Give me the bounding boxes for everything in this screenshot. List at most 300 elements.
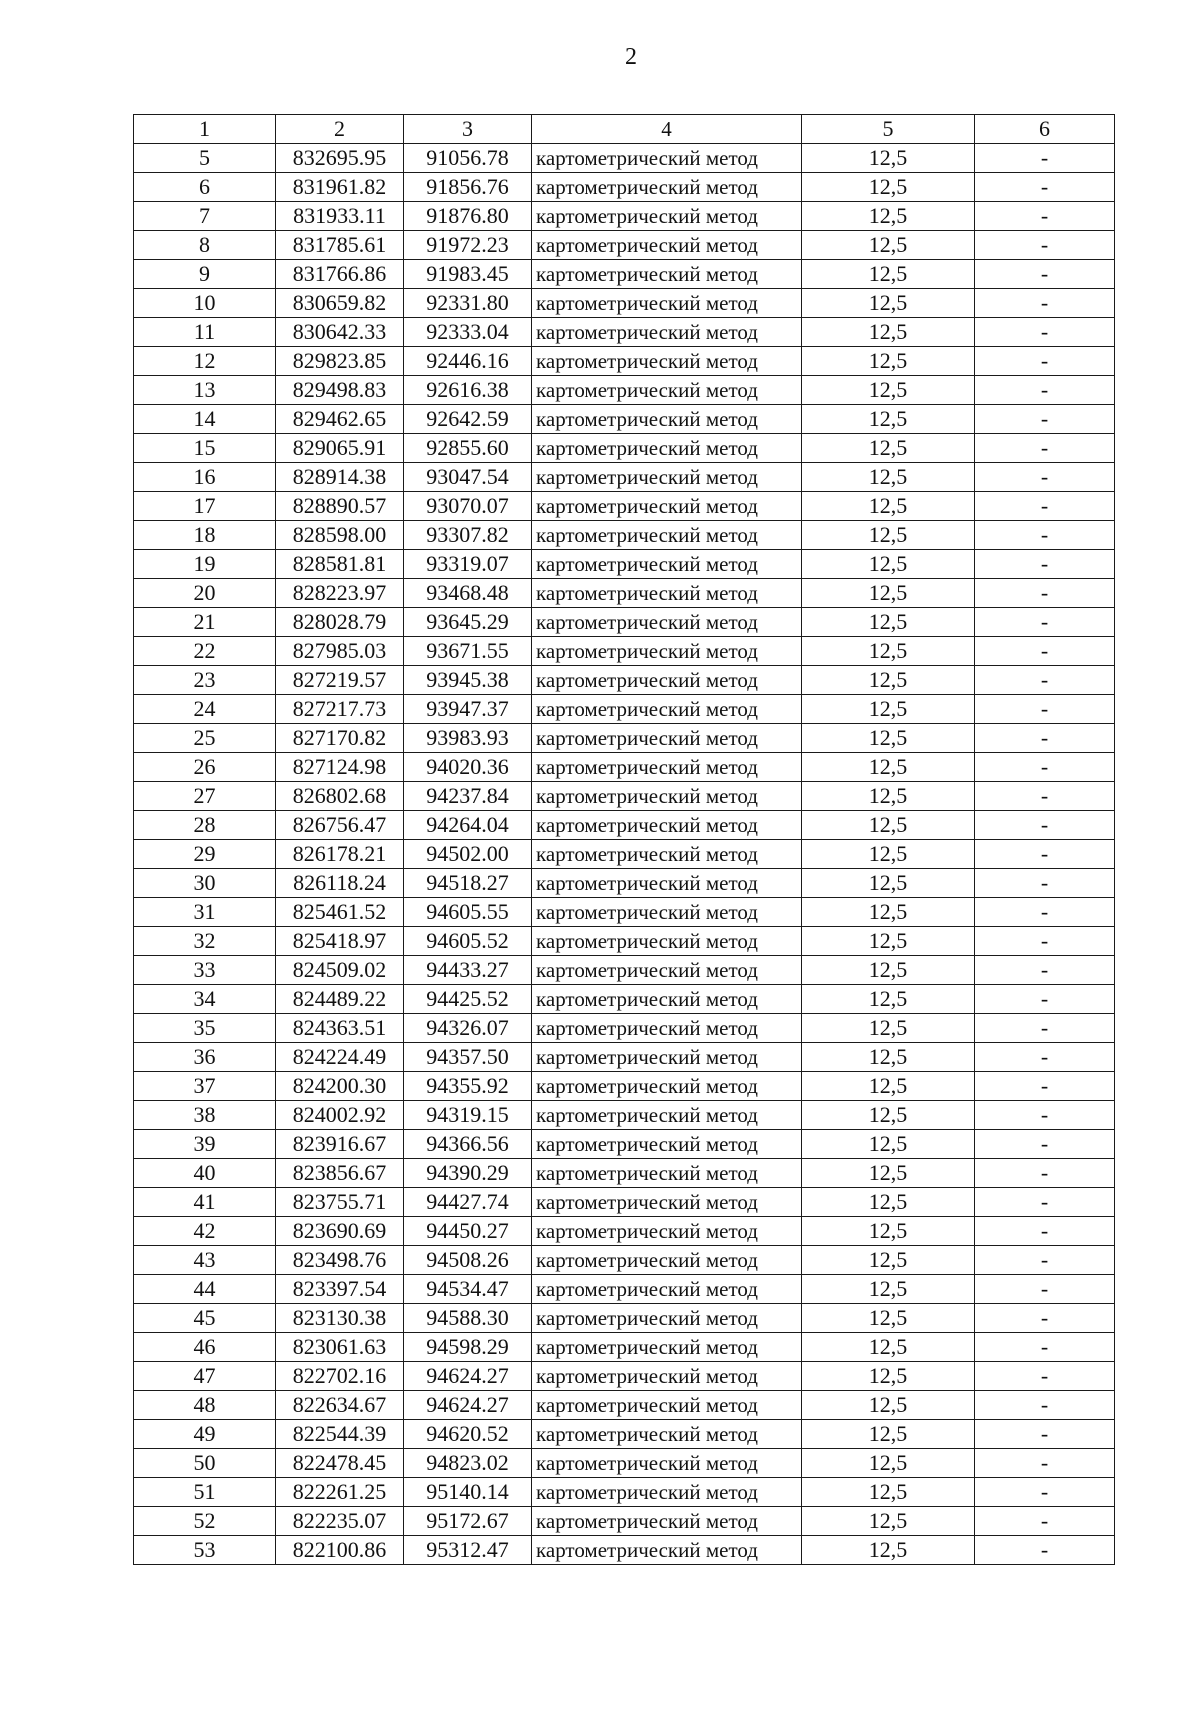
table-row [134, 492, 1115, 521]
x-coordinate-cell: 824200.30 [276, 1072, 404, 1101]
y-coordinate-cell: 93070.07 [404, 492, 532, 521]
accuracy-cell: 12,5 [802, 1043, 975, 1072]
point-number-cell: 35 [134, 1014, 276, 1043]
point-number-cell: 44 [134, 1275, 276, 1304]
method-cell: картометрический метод [532, 463, 802, 492]
method-cell: картометрический метод [532, 173, 802, 202]
accuracy-cell: 12,5 [802, 1246, 975, 1275]
point-number-cell: 12 [134, 347, 276, 376]
x-coordinate-cell: 823916.67 [276, 1130, 404, 1159]
note-cell: - [975, 1449, 1115, 1478]
method-cell: картометрический метод [532, 869, 802, 898]
table-row [134, 1101, 1115, 1130]
x-coordinate-cell: 826756.47 [276, 811, 404, 840]
note-cell: - [975, 724, 1115, 753]
y-coordinate-cell: 93671.55 [404, 637, 532, 666]
x-coordinate-cell: 826118.24 [276, 869, 404, 898]
accuracy-cell: 12,5 [802, 1391, 975, 1420]
accuracy-cell: 12,5 [802, 1159, 975, 1188]
table-row [134, 405, 1115, 434]
table-row [134, 1391, 1115, 1420]
point-number-cell: 5 [134, 144, 276, 173]
accuracy-cell: 12,5 [802, 376, 975, 405]
point-number-cell: 19 [134, 550, 276, 579]
method-cell: картометрический метод [532, 1333, 802, 1362]
table-row [134, 1130, 1115, 1159]
method-cell: картометрический метод [532, 898, 802, 927]
note-cell: - [975, 202, 1115, 231]
note-cell: - [975, 1159, 1115, 1188]
x-coordinate-cell: 829065.91 [276, 434, 404, 463]
point-number-cell: 28 [134, 811, 276, 840]
note-cell: - [975, 985, 1115, 1014]
accuracy-cell: 12,5 [802, 637, 975, 666]
accuracy-cell: 12,5 [802, 1478, 975, 1507]
accuracy-cell: 12,5 [802, 347, 975, 376]
point-number-cell: 10 [134, 289, 276, 318]
note-cell: - [975, 1420, 1115, 1449]
x-coordinate-cell: 828028.79 [276, 608, 404, 637]
x-coordinate-cell: 829498.83 [276, 376, 404, 405]
note-cell: - [975, 376, 1115, 405]
method-cell: картометрический метод [532, 1304, 802, 1333]
y-coordinate-cell: 94326.07 [404, 1014, 532, 1043]
x-coordinate-cell: 823690.69 [276, 1217, 404, 1246]
point-number-cell: 40 [134, 1159, 276, 1188]
accuracy-cell: 12,5 [802, 695, 975, 724]
method-cell: картометрический метод [532, 753, 802, 782]
y-coordinate-cell: 94823.02 [404, 1449, 532, 1478]
x-coordinate-cell: 823397.54 [276, 1275, 404, 1304]
y-coordinate-cell: 94534.47 [404, 1275, 532, 1304]
y-coordinate-cell: 94427.74 [404, 1188, 532, 1217]
accuracy-cell: 12,5 [802, 260, 975, 289]
x-coordinate-cell: 826802.68 [276, 782, 404, 811]
note-cell: - [975, 521, 1115, 550]
accuracy-cell: 12,5 [802, 550, 975, 579]
accuracy-cell: 12,5 [802, 492, 975, 521]
x-coordinate-cell: 828598.00 [276, 521, 404, 550]
method-cell: картометрический метод [532, 347, 802, 376]
x-coordinate-cell: 825461.52 [276, 898, 404, 927]
table-row [134, 608, 1115, 637]
table-row [134, 231, 1115, 260]
table-row [134, 144, 1115, 173]
x-coordinate-cell: 831961.82 [276, 173, 404, 202]
note-cell: - [975, 927, 1115, 956]
method-cell: картометрический метод [532, 985, 802, 1014]
table-row [134, 1072, 1115, 1101]
point-number-cell: 16 [134, 463, 276, 492]
point-number-cell: 38 [134, 1101, 276, 1130]
note-cell: - [975, 260, 1115, 289]
x-coordinate-cell: 826178.21 [276, 840, 404, 869]
table-row [134, 1188, 1115, 1217]
method-cell: картометрический метод [532, 608, 802, 637]
note-cell: - [975, 1217, 1115, 1246]
header-cell-5: 5 [802, 115, 975, 144]
x-coordinate-cell: 823130.38 [276, 1304, 404, 1333]
point-number-cell: 26 [134, 753, 276, 782]
method-cell: картометрический метод [532, 1159, 802, 1188]
method-cell: картометрический метод [532, 1246, 802, 1275]
accuracy-cell: 12,5 [802, 1449, 975, 1478]
table-row [134, 1333, 1115, 1362]
note-cell: - [975, 608, 1115, 637]
x-coordinate-cell: 828890.57 [276, 492, 404, 521]
point-number-cell: 22 [134, 637, 276, 666]
x-coordinate-cell: 828914.38 [276, 463, 404, 492]
y-coordinate-cell: 93047.54 [404, 463, 532, 492]
point-number-cell: 53 [134, 1536, 276, 1565]
method-cell: картометрический метод [532, 405, 802, 434]
table-row [134, 1304, 1115, 1333]
method-cell: картометрический метод [532, 1536, 802, 1565]
method-cell: картометрический метод [532, 1217, 802, 1246]
note-cell: - [975, 1043, 1115, 1072]
note-cell: - [975, 144, 1115, 173]
x-coordinate-cell: 832695.95 [276, 144, 404, 173]
x-coordinate-cell: 822261.25 [276, 1478, 404, 1507]
table-row [134, 1159, 1115, 1188]
x-coordinate-cell: 822100.86 [276, 1536, 404, 1565]
table-row [134, 521, 1115, 550]
table-row [134, 753, 1115, 782]
accuracy-cell: 12,5 [802, 1275, 975, 1304]
method-cell: картометрический метод [532, 811, 802, 840]
y-coordinate-cell: 94502.00 [404, 840, 532, 869]
point-number-cell: 30 [134, 869, 276, 898]
x-coordinate-cell: 828223.97 [276, 579, 404, 608]
point-number-cell: 51 [134, 1478, 276, 1507]
method-cell: картометрический метод [532, 318, 802, 347]
header-cell-6: 6 [975, 115, 1115, 144]
y-coordinate-cell: 92642.59 [404, 405, 532, 434]
method-cell: картометрический метод [532, 521, 802, 550]
y-coordinate-cell: 93983.93 [404, 724, 532, 753]
accuracy-cell: 12,5 [802, 1304, 975, 1333]
y-coordinate-cell: 94605.55 [404, 898, 532, 927]
accuracy-cell: 12,5 [802, 318, 975, 347]
accuracy-cell: 12,5 [802, 1101, 975, 1130]
table-row [134, 1536, 1115, 1565]
table-row [134, 1043, 1115, 1072]
x-coordinate-cell: 829823.85 [276, 347, 404, 376]
y-coordinate-cell: 92446.16 [404, 347, 532, 376]
x-coordinate-cell: 823856.67 [276, 1159, 404, 1188]
note-cell: - [975, 840, 1115, 869]
y-coordinate-cell: 93307.82 [404, 521, 532, 550]
x-coordinate-cell: 823061.63 [276, 1333, 404, 1362]
x-coordinate-cell: 824002.92 [276, 1101, 404, 1130]
table-row [134, 1507, 1115, 1536]
point-number-cell: 6 [134, 173, 276, 202]
method-cell: картометрический метод [532, 1420, 802, 1449]
accuracy-cell: 12,5 [802, 173, 975, 202]
x-coordinate-cell: 824489.22 [276, 985, 404, 1014]
x-coordinate-cell: 827219.57 [276, 666, 404, 695]
note-cell: - [975, 956, 1115, 985]
y-coordinate-cell: 94624.27 [404, 1391, 532, 1420]
accuracy-cell: 12,5 [802, 811, 975, 840]
note-cell: - [975, 231, 1115, 260]
note-cell: - [975, 898, 1115, 927]
note-cell: - [975, 1130, 1115, 1159]
x-coordinate-cell: 824509.02 [276, 956, 404, 985]
y-coordinate-cell: 92616.38 [404, 376, 532, 405]
table-row [134, 1217, 1115, 1246]
table-row [134, 1362, 1115, 1391]
x-coordinate-cell: 822544.39 [276, 1420, 404, 1449]
x-coordinate-cell: 822634.67 [276, 1391, 404, 1420]
method-cell: картометрический метод [532, 666, 802, 695]
table-row [134, 289, 1115, 318]
note-cell: - [975, 1072, 1115, 1101]
method-cell: картометрический метод [532, 376, 802, 405]
note-cell: - [975, 1188, 1115, 1217]
y-coordinate-cell: 92331.80 [404, 289, 532, 318]
accuracy-cell: 12,5 [802, 1507, 975, 1536]
y-coordinate-cell: 94237.84 [404, 782, 532, 811]
y-coordinate-cell: 94319.15 [404, 1101, 532, 1130]
header-cell-4: 4 [532, 115, 802, 144]
accuracy-cell: 12,5 [802, 724, 975, 753]
x-coordinate-cell: 829462.65 [276, 405, 404, 434]
point-number-cell: 39 [134, 1130, 276, 1159]
method-cell: картометрический метод [532, 434, 802, 463]
method-cell: картометрический метод [532, 144, 802, 173]
point-number-cell: 34 [134, 985, 276, 1014]
note-cell: - [975, 1333, 1115, 1362]
y-coordinate-cell: 93319.07 [404, 550, 532, 579]
y-coordinate-cell: 94366.56 [404, 1130, 532, 1159]
y-coordinate-cell: 94588.30 [404, 1304, 532, 1333]
table-row [134, 927, 1115, 956]
header-cell-2: 2 [276, 115, 404, 144]
point-number-cell: 18 [134, 521, 276, 550]
y-coordinate-cell: 92855.60 [404, 434, 532, 463]
note-cell: - [975, 550, 1115, 579]
accuracy-cell: 12,5 [802, 289, 975, 318]
note-cell: - [975, 753, 1115, 782]
header-cell-3: 3 [404, 115, 532, 144]
note-cell: - [975, 1275, 1115, 1304]
point-number-cell: 52 [134, 1507, 276, 1536]
method-cell: картометрический метод [532, 956, 802, 985]
note-cell: - [975, 782, 1115, 811]
y-coordinate-cell: 91972.23 [404, 231, 532, 260]
accuracy-cell: 12,5 [802, 956, 975, 985]
x-coordinate-cell: 824224.49 [276, 1043, 404, 1072]
method-cell: картометрический метод [532, 550, 802, 579]
method-cell: картометрический метод [532, 927, 802, 956]
point-number-cell: 45 [134, 1304, 276, 1333]
method-cell: картометрический метод [532, 840, 802, 869]
y-coordinate-cell: 94450.27 [404, 1217, 532, 1246]
table-row [134, 898, 1115, 927]
y-coordinate-cell: 94355.92 [404, 1072, 532, 1101]
table-row [134, 550, 1115, 579]
point-number-cell: 43 [134, 1246, 276, 1275]
point-number-cell: 8 [134, 231, 276, 260]
point-number-cell: 31 [134, 898, 276, 927]
accuracy-cell: 12,5 [802, 579, 975, 608]
table-row [134, 666, 1115, 695]
accuracy-cell: 12,5 [802, 1536, 975, 1565]
accuracy-cell: 12,5 [802, 231, 975, 260]
accuracy-cell: 12,5 [802, 1420, 975, 1449]
x-coordinate-cell: 825418.97 [276, 927, 404, 956]
point-number-cell: 27 [134, 782, 276, 811]
table-row [134, 434, 1115, 463]
point-number-cell: 24 [134, 695, 276, 724]
method-cell: картометрический метод [532, 289, 802, 318]
method-cell: картометрический метод [532, 1275, 802, 1304]
note-cell: - [975, 289, 1115, 318]
point-number-cell: 36 [134, 1043, 276, 1072]
y-coordinate-cell: 93645.29 [404, 608, 532, 637]
y-coordinate-cell: 91876.80 [404, 202, 532, 231]
coordinates-table-wrapper [133, 114, 1115, 1565]
table-row [134, 579, 1115, 608]
note-cell: - [975, 318, 1115, 347]
point-number-cell: 13 [134, 376, 276, 405]
point-number-cell: 11 [134, 318, 276, 347]
table-row [134, 202, 1115, 231]
table-row [134, 985, 1115, 1014]
x-coordinate-cell: 827217.73 [276, 695, 404, 724]
y-coordinate-cell: 92333.04 [404, 318, 532, 347]
method-cell: картометрический метод [532, 231, 802, 260]
table-row [134, 1246, 1115, 1275]
note-cell: - [975, 405, 1115, 434]
table-row [134, 1014, 1115, 1043]
y-coordinate-cell: 94620.52 [404, 1420, 532, 1449]
x-coordinate-cell: 830659.82 [276, 289, 404, 318]
x-coordinate-cell: 830642.33 [276, 318, 404, 347]
point-number-cell: 33 [134, 956, 276, 985]
accuracy-cell: 12,5 [802, 753, 975, 782]
note-cell: - [975, 173, 1115, 202]
table-row [134, 637, 1115, 666]
note-cell: - [975, 492, 1115, 521]
page-number: 2 [625, 44, 637, 70]
accuracy-cell: 12,5 [802, 1014, 975, 1043]
point-number-cell: 50 [134, 1449, 276, 1478]
y-coordinate-cell: 93945.38 [404, 666, 532, 695]
point-number-cell: 49 [134, 1420, 276, 1449]
method-cell: картометрический метод [532, 1072, 802, 1101]
note-cell: - [975, 695, 1115, 724]
x-coordinate-cell: 827124.98 [276, 753, 404, 782]
x-coordinate-cell: 827170.82 [276, 724, 404, 753]
x-coordinate-cell: 828581.81 [276, 550, 404, 579]
note-cell: - [975, 1014, 1115, 1043]
table-row [134, 695, 1115, 724]
note-cell: - [975, 811, 1115, 840]
x-coordinate-cell: 831933.11 [276, 202, 404, 231]
x-coordinate-cell: 831766.86 [276, 260, 404, 289]
note-cell: - [975, 463, 1115, 492]
y-coordinate-cell: 94433.27 [404, 956, 532, 985]
accuracy-cell: 12,5 [802, 434, 975, 463]
accuracy-cell: 12,5 [802, 1130, 975, 1159]
y-coordinate-cell: 93947.37 [404, 695, 532, 724]
method-cell: картометрический метод [532, 579, 802, 608]
accuracy-cell: 12,5 [802, 608, 975, 637]
table-body [134, 115, 1115, 1565]
y-coordinate-cell: 93468.48 [404, 579, 532, 608]
x-coordinate-cell: 824363.51 [276, 1014, 404, 1043]
y-coordinate-cell: 94605.52 [404, 927, 532, 956]
accuracy-cell: 12,5 [802, 202, 975, 231]
x-coordinate-cell: 822478.45 [276, 1449, 404, 1478]
table-row [134, 260, 1115, 289]
accuracy-cell: 12,5 [802, 1188, 975, 1217]
table-row [134, 869, 1115, 898]
method-cell: картометрический метод [532, 1014, 802, 1043]
accuracy-cell: 12,5 [802, 869, 975, 898]
point-number-cell: 25 [134, 724, 276, 753]
point-number-cell: 48 [134, 1391, 276, 1420]
point-number-cell: 37 [134, 1072, 276, 1101]
method-cell: картометрический метод [532, 695, 802, 724]
point-number-cell: 32 [134, 927, 276, 956]
accuracy-cell: 12,5 [802, 1217, 975, 1246]
point-number-cell: 20 [134, 579, 276, 608]
note-cell: - [975, 1391, 1115, 1420]
note-cell: - [975, 1101, 1115, 1130]
y-coordinate-cell: 95312.47 [404, 1536, 532, 1565]
method-cell: картометрический метод [532, 1391, 802, 1420]
table-header-row [134, 115, 1115, 144]
table-row [134, 811, 1115, 840]
y-coordinate-cell: 94518.27 [404, 869, 532, 898]
y-coordinate-cell: 94508.26 [404, 1246, 532, 1275]
note-cell: - [975, 1507, 1115, 1536]
note-cell: - [975, 1362, 1115, 1391]
method-cell: картометрический метод [532, 1478, 802, 1507]
note-cell: - [975, 637, 1115, 666]
method-cell: картометрический метод [532, 202, 802, 231]
point-number-cell: 42 [134, 1217, 276, 1246]
y-coordinate-cell: 91856.76 [404, 173, 532, 202]
table-row [134, 840, 1115, 869]
x-coordinate-cell: 823498.76 [276, 1246, 404, 1275]
y-coordinate-cell: 94020.36 [404, 753, 532, 782]
note-cell: - [975, 579, 1115, 608]
coordinates-table [133, 114, 1115, 1565]
table-row [134, 956, 1115, 985]
table-row [134, 724, 1115, 753]
accuracy-cell: 12,5 [802, 144, 975, 173]
y-coordinate-cell: 94598.29 [404, 1333, 532, 1362]
y-coordinate-cell: 94264.04 [404, 811, 532, 840]
accuracy-cell: 12,5 [802, 985, 975, 1014]
note-cell: - [975, 1478, 1115, 1507]
note-cell: - [975, 347, 1115, 376]
x-coordinate-cell: 823755.71 [276, 1188, 404, 1217]
table-row [134, 1478, 1115, 1507]
y-coordinate-cell: 91983.45 [404, 260, 532, 289]
accuracy-cell: 12,5 [802, 898, 975, 927]
y-coordinate-cell: 95172.67 [404, 1507, 532, 1536]
accuracy-cell: 12,5 [802, 782, 975, 811]
method-cell: картометрический метод [532, 260, 802, 289]
y-coordinate-cell: 95140.14 [404, 1478, 532, 1507]
method-cell: картометрический метод [532, 1130, 802, 1159]
point-number-cell: 41 [134, 1188, 276, 1217]
